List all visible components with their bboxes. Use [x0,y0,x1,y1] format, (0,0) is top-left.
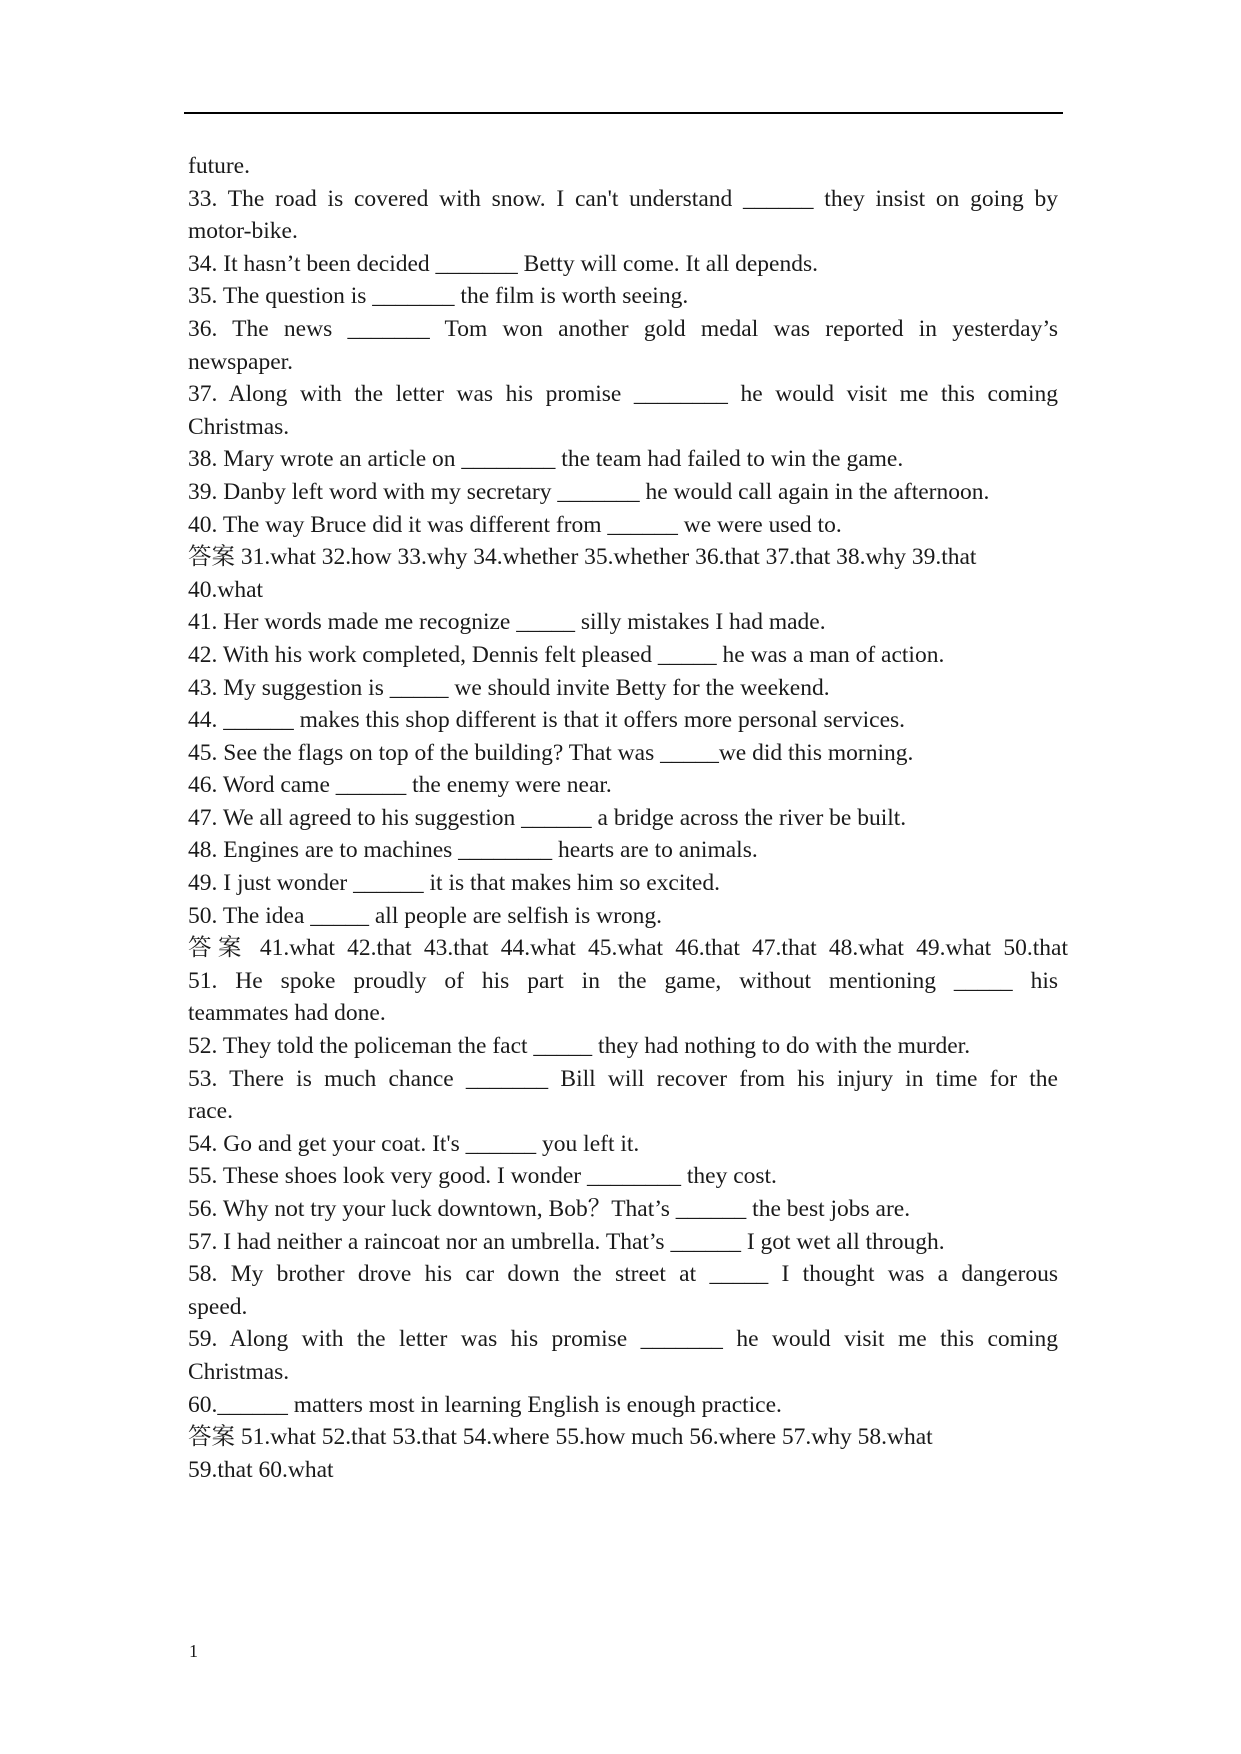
answer-key-41-50: 答案 41.what 42.that 43.that 44.what 45.what 46.that 47.that 48.what 49.what 50.that [188,935,1068,962]
question-54: 54. Go and get your coat. It's ______ you left it. [188,1130,640,1157]
question-52: 52. They told the policeman the fact _____ they had nothing to do with the murder. [188,1033,971,1060]
header-rule [184,112,1063,114]
question-42: 42. With his work completed, Dennis felt pleased _____ he was a man of action. [188,641,945,668]
question-50: 50. The idea _____ all people are selfish is wrong. [188,902,663,929]
question-38: 38. Mary wrote an article on ________ the team had failed to win the game. [188,446,904,473]
text-line: newspaper. [188,348,294,375]
text-line: motor-bike. [188,218,298,245]
text-line: race. [188,1098,233,1125]
question-59: 59. Along with the letter was his promise _______ he would visit me this coming [188,1326,1058,1353]
question-45: 45. See the flags on top of the building? That was _____we did this morning. [188,739,914,766]
question-44: 44. ______ makes this shop different is that it offers more personal services. [188,707,906,734]
question-58: 58. My brother drove his car down the street at _____ I thought was a dangerous [188,1261,1058,1288]
question-46: 46. Word came ______ the enemy were near. [188,772,612,799]
question-48: 48. Engines are to machines ________ hearts are to animals. [188,837,758,864]
question-56: 56. Why not try your luck downtown, Bob？That’s ______ the best jobs are. [188,1196,911,1222]
question-37: 37. Along with the letter was his promise ________ he would visit me this coming [188,381,1058,408]
answer-key-31-40: 答案 31.what 32.how 33.why 34.whether 35.whether 36.that 37.that 38.why 39.that [188,544,977,571]
answer-key-51-60: 答案 51.what 52.that 53.that 54.where 55.how much 56.where 57.why 58.what [188,1424,933,1451]
question-55: 55. These shoes look very good. I wonder ________ they cost. [188,1163,777,1190]
text-line: 59.that 60.what [188,1456,334,1483]
text-line: speed. [188,1293,248,1320]
question-60: 60.______ matters most in learning English is enough practice. [188,1391,782,1418]
text-line: Christmas. [188,413,290,440]
question-51: 51. He spoke proudly of his part in the game, without mentioning _____ his [188,967,1058,994]
question-35: 35. The question is _______ the film is worth seeing. [188,283,689,310]
question-57: 57. I had neither a raincoat nor an umbrella. That’s ______ I got wet all through. [188,1228,945,1255]
text-line: future. [188,153,250,179]
question-53: 53. There is much chance _______ Bill will recover from his injury in time for the [188,1065,1058,1092]
text-line: teammates had done. [188,1000,386,1027]
question-49: 49. I just wonder ______ it is that makes him so excited. [188,870,720,897]
document-body [188,150,1068,1486]
question-47: 47. We all agreed to his suggestion ______ a bridge across the river be built. [188,804,907,831]
question-33: 33. The road is covered with snow. I can't understand ______ they insist on going by [188,185,1058,212]
question-40: 40. The way Bruce did it was different from ______ we were used to. [188,511,842,538]
question-43: 43. My suggestion is _____ we should invite Betty for the weekend. [188,674,830,701]
text-line: 40.what [188,576,264,603]
text-line: Christmas. [188,1358,290,1385]
question-36: 36. The news _______ Tom won another gold medal was reported in yesterday’s [188,315,1058,342]
page-number: 1 [189,1641,198,1661]
question-41: 41. Her words made me recognize _____ silly mistakes I had made. [188,609,826,636]
question-34: 34. It hasn’t been decided _______ Betty will come. It all depends. [188,250,819,277]
question-39: 39. Danby left word with my secretary _______ he would call again in the afternoon. [188,478,990,505]
